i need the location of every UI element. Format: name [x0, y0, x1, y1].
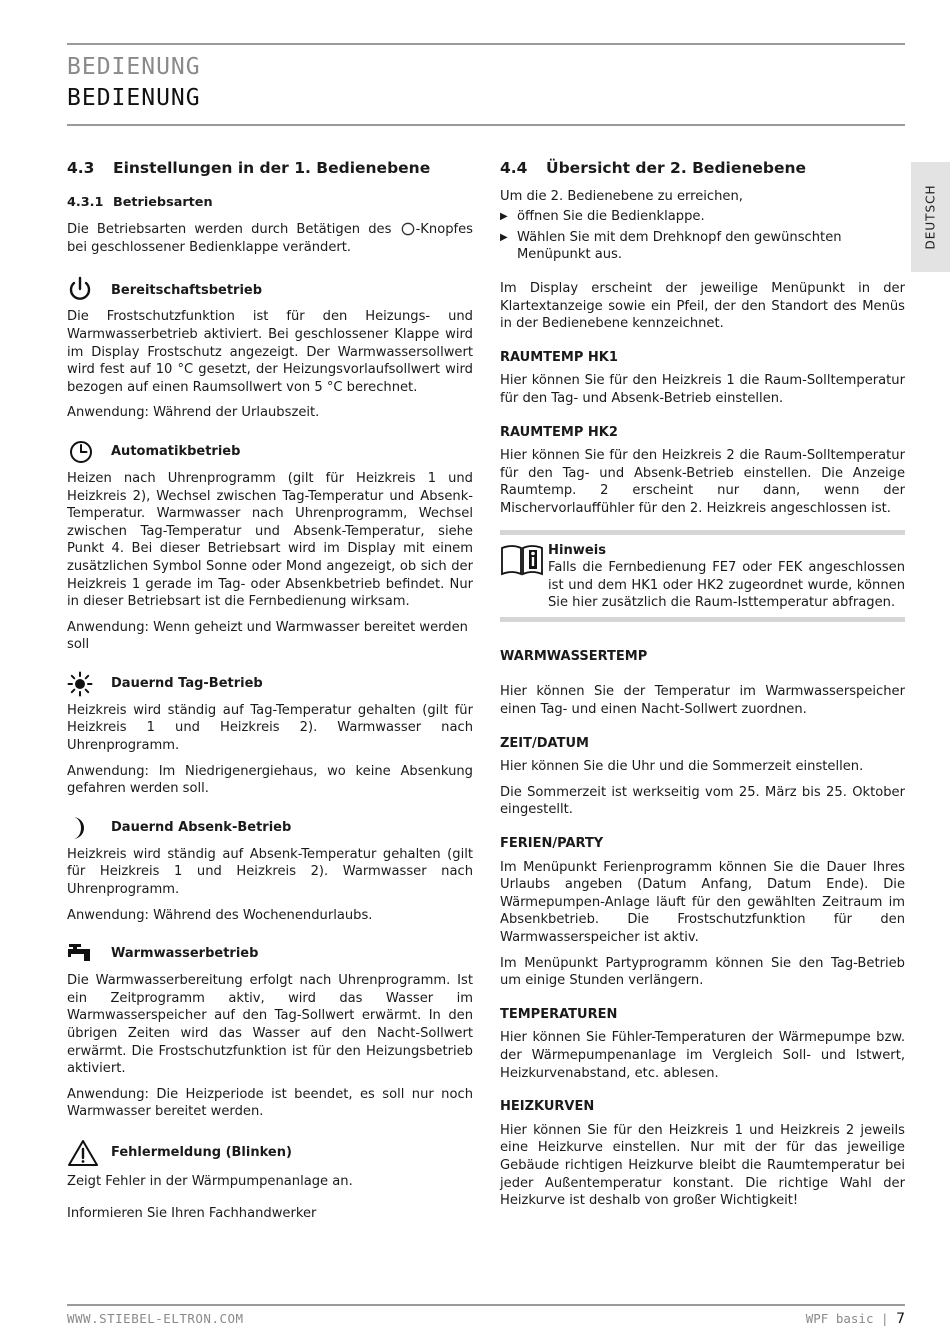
mode-paragraph: Heizkreis wird ständig auf Tag-Temperatur gehalten (gilt für Heizkreis 1 und Heizkreis 2). Warmwasser nach Uhrenprogramm. — [67, 702, 473, 754]
menu-item-title: FERIEN/PARTY — [500, 836, 604, 852]
left-column — [67, 160, 473, 1230]
mode-night — [67, 814, 473, 924]
mode-title: Fehlermeldung (Blinken) — [111, 1145, 292, 1161]
language-tab-label: DEUTSCH — [923, 184, 938, 250]
intro-paragraph — [67, 221, 473, 256]
subsection-heading — [67, 194, 473, 212]
note-box — [500, 530, 905, 622]
subsection-number: 4.3.1 — [67, 194, 104, 210]
tap-icon — [67, 940, 111, 968]
menu-item-title: RAUMTEMP HK1 — [500, 349, 618, 365]
header-title: BEDIENUNG — [67, 85, 201, 111]
mode-title: Dauernd Tag-Betrieb — [111, 676, 263, 692]
product-name: WPF basic — [805, 1311, 874, 1326]
header-rule — [67, 124, 905, 126]
menu-item-title: TEMPERATUREN — [500, 1006, 618, 1022]
section-heading-4-4 — [500, 160, 905, 178]
mode-paragraph: Informieren Sie Ihren Fachhandwerker — [67, 1205, 317, 1221]
mode-automatic — [67, 438, 473, 654]
section-title: Übersicht der 2. Bedienebene — [546, 159, 807, 177]
section-title: Einstellungen in der 1. Bedienebene — [113, 159, 431, 177]
intro-text-before: Die Betriebsarten werden durch Betätigen des — [67, 222, 392, 238]
info-book-icon — [500, 542, 548, 612]
mode-paragraph: Heizkreis wird ständig auf Absenk-Temperatur gehalten (gilt für Heizkreis 1 und Heizkreis 2). Warmwasser nach Uhrenprogramm. — [67, 846, 473, 898]
right-column — [500, 160, 905, 1218]
note-title: Hinweis — [548, 542, 607, 558]
section-number: 4.3 — [67, 159, 95, 177]
warning-icon — [67, 1139, 111, 1167]
mode-standby — [67, 276, 473, 422]
subsection-title: Betriebsarten — [113, 194, 213, 210]
display-paragraph: Im Display erscheint der jeweilige Menüpunkt in der Klartextanzeige sowie ein Pfeil, der den Standort des Menüs in der Bedienebene kennzeichnet. — [500, 280, 905, 332]
sun-icon — [67, 670, 111, 698]
menu-item-text: Hier können Sie der Temperatur im Warmwasserspeicher einen Tag- und einen Nacht-Sollwert zuordnen. — [500, 684, 905, 718]
menu-item-text: Hier können Sie Fühler-Temperaturen der Wärmepumpe bzw. der Wärmepumpenanlage im Vergleich Soll- und Istwert, Heizkurvenabstand, etc. ablesen. — [500, 1030, 905, 1081]
intro-text-after: -Knopfes bei geschlossener Bedienklappe verändert. — [67, 222, 473, 255]
mode-usage: Anwendung: Während des Wochenendurlaubs. — [67, 907, 373, 923]
section-heading-4-3 — [67, 160, 473, 178]
power-icon — [67, 276, 111, 304]
moon-icon — [67, 814, 111, 842]
mode-title: Warmwasserbetrieb — [111, 946, 259, 962]
menu-item-title: RAUMTEMP HK2 — [500, 424, 618, 440]
mode-usage: Anwendung: Die Heizperiode ist beendet, es soll nur noch Warmwasser bereitet werden. — [67, 1086, 473, 1120]
list-item: ▶ öffnen Sie die Bedienklappe. — [500, 208, 905, 226]
menu-item-text: Hier können Sie für den Heizkreis 2 die Raum-Solltemperatur für den Tag- und Absenk-Betrieb einstellen. Die Anzeige Raumtemp. 2 erscheint nur dann, wenn der Mischervorlauffühler für den 2. Heizkreis angeschlossen ist. — [500, 448, 905, 516]
mode-paragraph: Zeigt Fehler in der Wärmpumpenanlage an. — [67, 1173, 353, 1189]
menu-item-text: Im Menüpunkt Ferienprogramm können Sie die Dauer Ihres Urlaubs angeben (Datum Anfang, Datum Ende). Die Wärmepumpen-Anlage läuft für den gewählten Zeitraum im Absenkbetrieb. Die Frostschutzfunktion für den Warmwasserspeicher ist aktiv. — [500, 859, 905, 945]
footer-rule — [67, 1304, 905, 1306]
mode-usage: Anwendung: Im Niedrigenergiehaus, wo keine Absenkung gefahren werden soll. — [67, 763, 473, 797]
mode-paragraph: Die Warmwasserbereitung erfolgt nach Uhrenprogramm. Ist ein Zeitprogramm aktiv, wird das Wasser im Warmwasserspeicher auf den Tag-Sollwert erwärmt. In den übrigen Zeiten wird das Wasser auf den Nacht-Sollwert erwärmt. Die Frostschutzfunktion ist für den Heizungsbetrieb aktiviert. — [67, 973, 473, 1077]
step-list — [500, 208, 905, 264]
mode-error — [67, 1139, 473, 1222]
list-item: ▶ Wählen Sie mit dem Drehknopf den gewünschten Menüpunkt aus. — [500, 229, 905, 264]
mode-day — [67, 670, 473, 798]
top-rule — [67, 43, 905, 45]
menu-item-title: WARMWASSERTEMP — [500, 648, 648, 664]
menu-item-title: HEIZKURVEN — [500, 1099, 595, 1115]
mode-title: Dauernd Absenk-Betrieb — [111, 820, 292, 836]
menu-item-text: Hier können Sie für den Heizkreis 1 die Raum-Solltemperatur für den Tag- und Absenk-Betrieb einstellen. — [500, 373, 905, 406]
menu-item-text: Hier können Sie die Uhr und die Sommerzeit einstellen. — [500, 759, 864, 775]
language-tab — [911, 162, 950, 272]
mode-usage: Anwendung: Während der Urlaubszeit. — [67, 405, 320, 421]
mode-usage: Anwendung: Wenn geheizt und Warmwasser bereitet werden soll — [67, 619, 468, 653]
footer-product — [806, 1311, 905, 1327]
clock-icon — [67, 438, 111, 466]
note-text: Falls die Fernbedienung FE7 oder FEK angeschlossen ist und dem HK1 oder HK2 zugeordnet wurde, können Sie hier zusätzlich die Raum-Isttemperatur abfragen. — [548, 560, 905, 611]
mode-paragraph: Heizen nach Uhrenprogramm (gilt für Heizkreis 1 und Heizkreis 2), Wechsel zwischen Tag-Temperatur und Absenk-Temperatur. Warmwasser nach Uhrenprogramm, Wechsel zwischen Tag-Temperatur und Absenk-Temperatur, siehe Punkt 4. Bei dieser Betriebsart wird im Display mit einem zusätzlichen Symbol Sonne oder Mond angezeigt, ob sich der Heizkreis 1 gerade im Tag- oder Absenkbetrieb befindet. Nur in dieser Betriebsart ist die Fernbedienung wirksam. — [67, 470, 473, 610]
intro-paragraph: Um die 2. Bedienebene zu erreichen, — [500, 188, 743, 204]
footer-separator: | — [881, 1311, 889, 1326]
menu-item-text: Im Menüpunkt Partyprogramm können Sie den Tag-Betrieb um einige Stunden verlängern. — [500, 955, 905, 989]
section-number: 4.4 — [500, 159, 528, 177]
page-number: 7 — [896, 1311, 905, 1327]
mode-paragraph: Die Frostschutzfunktion ist für den Heizungs- und Warmwasserbetrieb aktiviert. Bei geschlossener Klappe wird im Display Frostschutz angezeigt. Der Warmwassersollwert wird fest auf 10 °C gesetzt, der Heizungsvorlaufsollwert wird bezogen auf einen Raumsollwert von 5 °C berechnet. — [67, 309, 473, 395]
menu-item-text: Hier können Sie für den Heizkreis 1 und Heizkreis 2 jeweils eine Heizkurve einstellen. Nur mit der für das jeweilige Gebäude richtigen Heizkurve bleibt die Raumtemperatur bei jeder Außentemperatur konstant. Die richtige Wahl der Heizkurve ist deshalb von großer Wichtigkeit! — [500, 1122, 905, 1209]
knob-icon — [401, 222, 415, 236]
header-title-gray: BEDIENUNG — [67, 54, 201, 80]
mode-title: Bereitschaftsbetrieb — [111, 282, 263, 298]
menu-item-text: Die Sommerzeit ist werkseitig vom 25. März bis 25. Oktober eingestellt. — [500, 784, 905, 818]
mode-title: Automatikbetrieb — [111, 444, 241, 460]
menu-item-title: ZEIT/DATUM — [500, 735, 589, 751]
footer-website: WWW.STIEBEL-ELTRON.COM — [67, 1311, 244, 1326]
mode-hot-water — [67, 940, 473, 1121]
